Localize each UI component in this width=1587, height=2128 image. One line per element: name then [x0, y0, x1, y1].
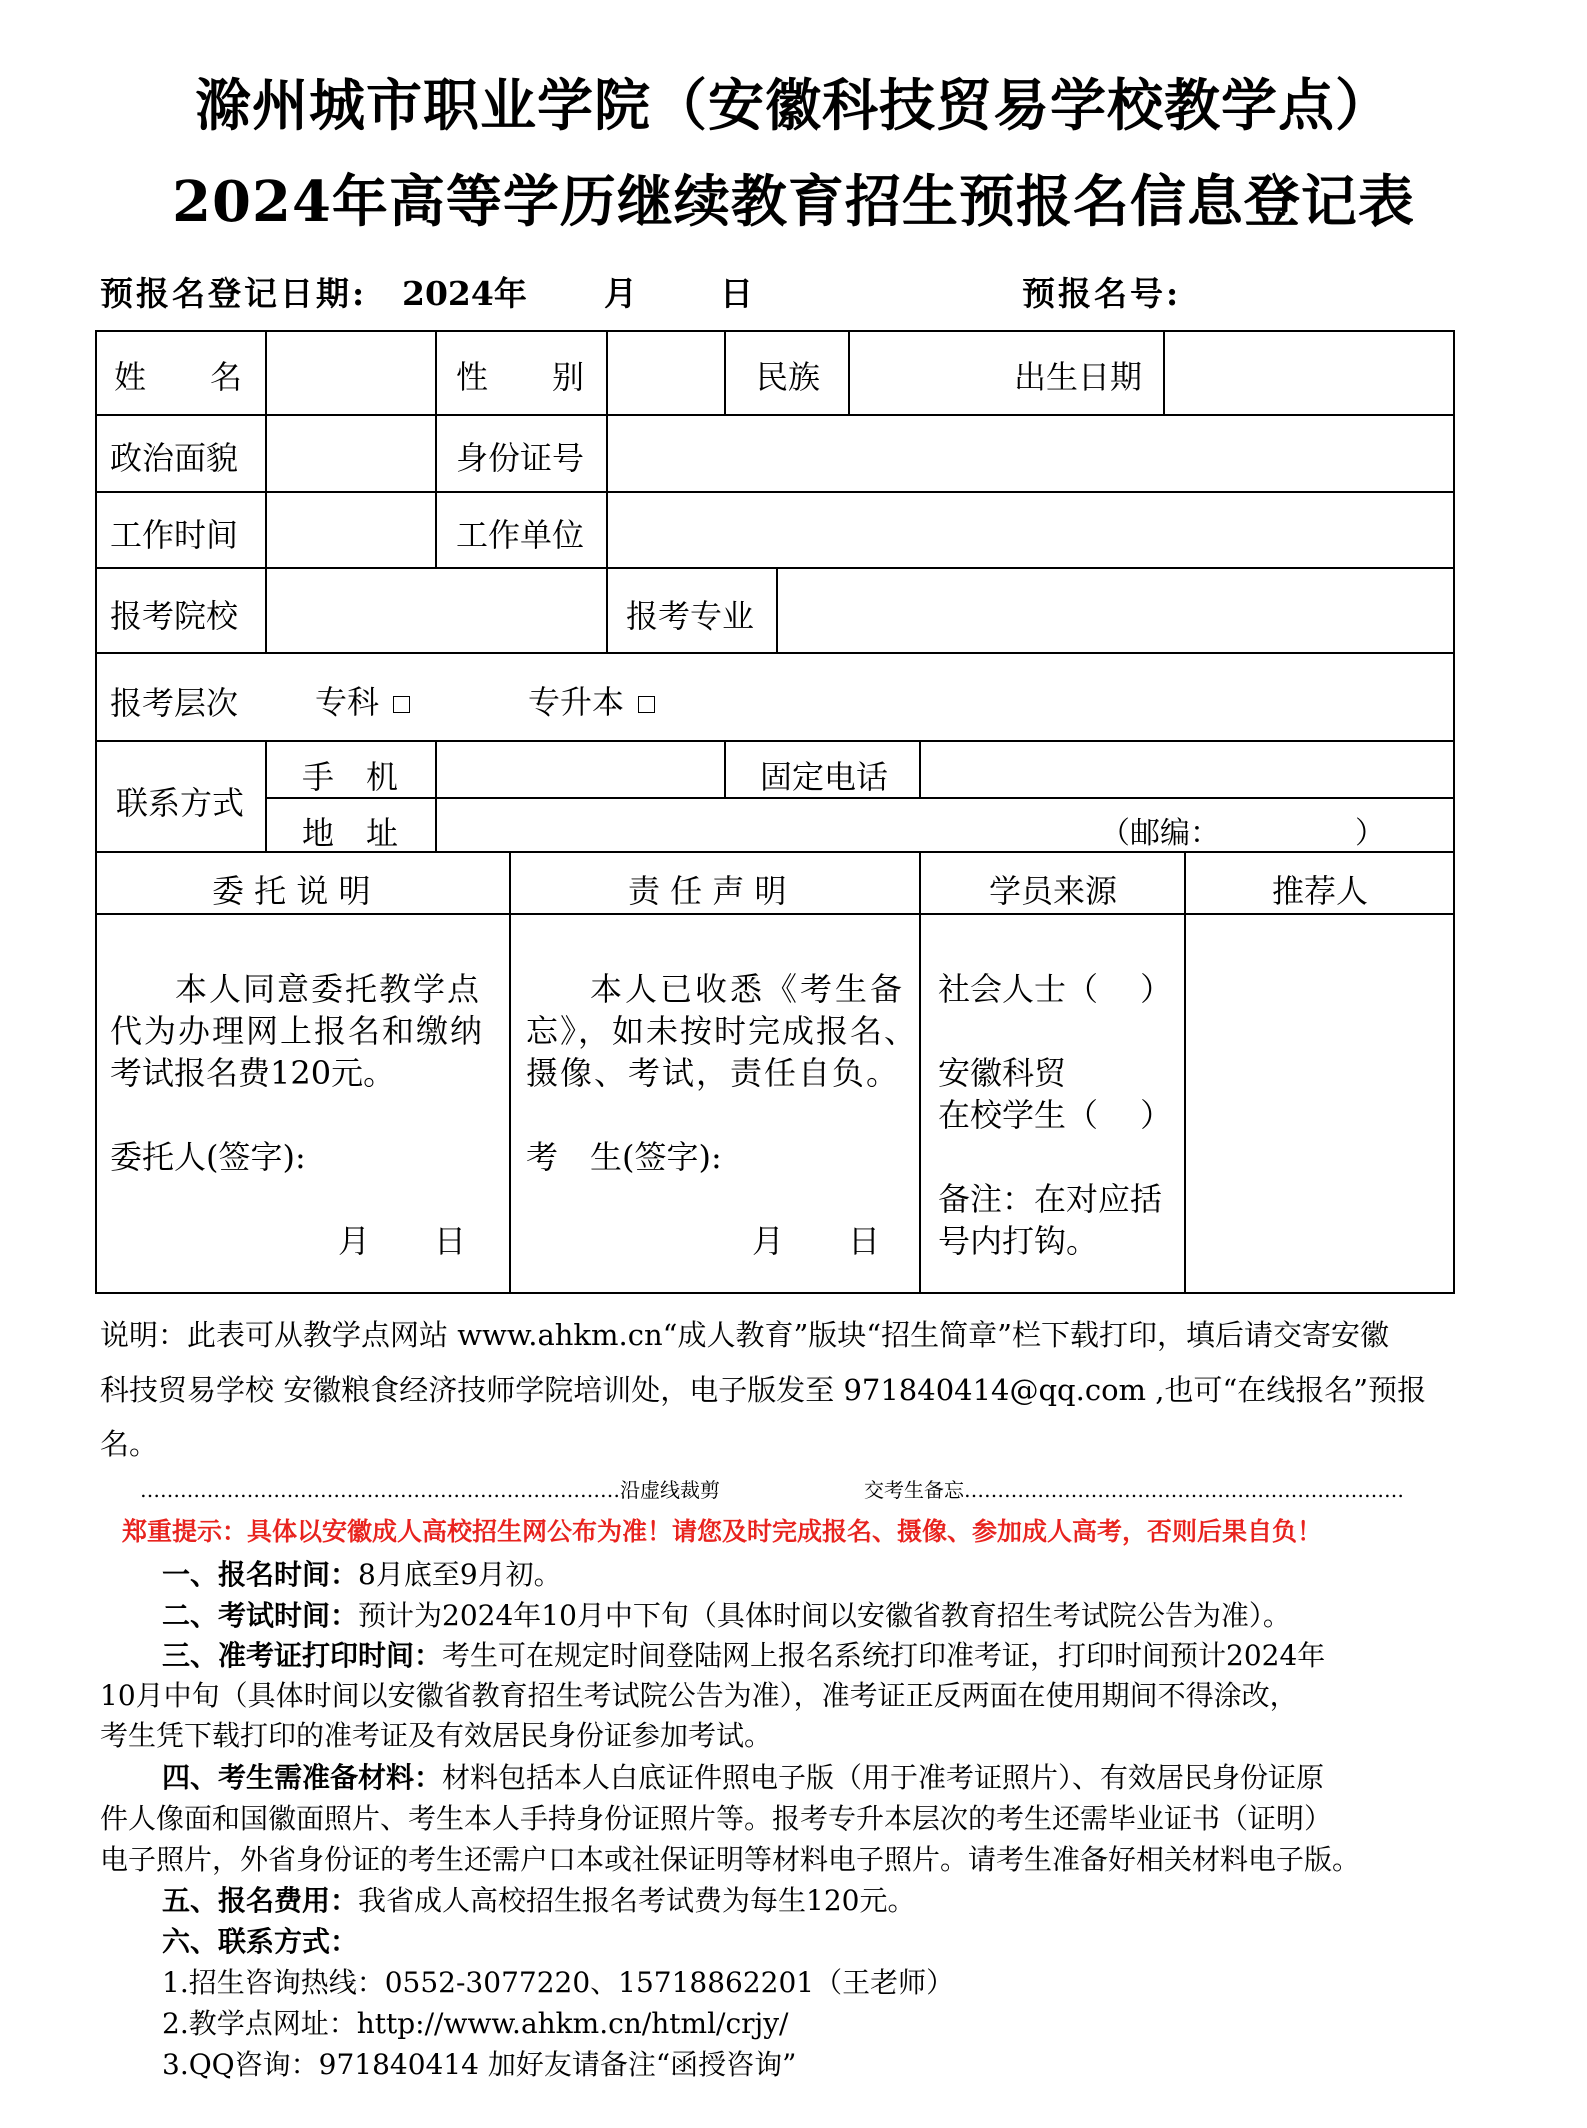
- cut-line-left: ………………………………………………………………沿虚线裁剪: [140, 1478, 720, 1502]
- source-social[interactable]: 社会人士（ ）: [938, 970, 1173, 1008]
- memo-item-3-text-2: 10月中旬（具体时间以安徽省教育招生考试院公告为准），准考证正反两面在使用期间不得涂改，: [100, 1679, 1298, 1712]
- responsibility-text-line-2: 忘》，如未按时完成报名、: [526, 1012, 919, 1050]
- birth-date-label: 出生日期: [1014, 358, 1143, 396]
- reg-day: 日: [720, 274, 753, 313]
- work-time-label: 工作时间: [110, 516, 239, 554]
- work-unit-field[interactable]: [609, 494, 1452, 566]
- gender-field[interactable]: [609, 333, 723, 413]
- title-line-1: 滁州城市职业学院（安徽科技贸易学校教学点）: [195, 73, 1392, 139]
- checkbox-zhuanke[interactable]: [393, 696, 410, 713]
- work-unit-label: 工作单位: [456, 516, 585, 554]
- level-label: 报考层次: [110, 684, 239, 722]
- reg-month: 月: [604, 274, 637, 313]
- mobile-field[interactable]: [438, 743, 723, 796]
- source-ahkm-student[interactable]: 在校学生（ ）: [938, 1096, 1173, 1134]
- memo-item-2-text: 预计为2024年10月中下旬（具体时间以安徽省教育招生考试院公告为准）。: [358, 1599, 1291, 1632]
- level-option-zhuanke[interactable]: [315, 677, 410, 723]
- address-label: 地 址: [302, 814, 399, 852]
- contact-website[interactable]: 2.教学点网址：http://www.ahkm.cn/html/crjy/: [162, 2007, 789, 2040]
- memo-item-2: [162, 1594, 1291, 1634]
- entrust-date: 月 日: [338, 1222, 467, 1260]
- cut-line-right: 交考生备忘…………………………………………………………: [864, 1478, 1404, 1502]
- checkbox-zhuanshengben[interactable]: [638, 696, 655, 713]
- entrust-header: 委 托 说 明: [212, 872, 371, 910]
- responsibility-text-line-3: 摄像、考试，责任自负。: [526, 1054, 901, 1092]
- mobile-label: 手 机: [302, 758, 399, 796]
- referrer-header: 推荐人: [1272, 872, 1369, 910]
- contact-hotline: 1.招生咨询热线：0552-3077220、15718862201（王老师）: [162, 1966, 955, 1999]
- name-field[interactable]: [268, 333, 434, 413]
- birth-date-field[interactable]: [1166, 333, 1452, 413]
- political-status-field[interactable]: [268, 417, 434, 490]
- id-number-label: 身份证号: [456, 439, 585, 477]
- level-option-zhuanke-label: 专科: [315, 683, 380, 721]
- memo-item-5: [162, 1879, 915, 1919]
- entrust-signature-label: 委托人(签字):: [110, 1138, 306, 1176]
- memo-item-3: [162, 1634, 1325, 1674]
- note-line-1: 说明：此表可从教学点网站 www.ahkm.cn“成人教育”版块“招生简章”栏下载打印，填后请交寄安徽: [100, 1318, 1389, 1352]
- reg-number-label: 预报名号:: [1022, 274, 1182, 313]
- postcode-text: （邮编： ）: [1100, 816, 1385, 851]
- landline-field[interactable]: [922, 743, 1452, 796]
- reg-date-label: 预报名登记日期:: [100, 274, 368, 313]
- memo-item-1: [162, 1553, 562, 1593]
- memo-item-6-head: 六、联系方式：: [162, 1925, 359, 1958]
- political-status-label: 政治面貌: [110, 439, 239, 477]
- source-header: 学员来源: [989, 872, 1118, 910]
- ethnicity-label: 民族: [756, 358, 821, 396]
- name-label: 姓 名: [114, 358, 243, 396]
- school-field[interactable]: [268, 570, 605, 651]
- address-field[interactable]: [438, 800, 1098, 850]
- memo-item-4-head: 四、考生需准备材料：: [162, 1761, 443, 1794]
- entrust-text-line-1: 本人同意委托教学点: [175, 970, 482, 1008]
- major-label: 报考专业: [626, 597, 755, 635]
- ethnicity-field[interactable]: [851, 333, 961, 413]
- memo-item-1-text: 8月底至9月初。: [358, 1558, 562, 1591]
- entrust-text-line-2: 代为办理网上报名和缴纳: [110, 1012, 485, 1050]
- note-line-3: 名。: [100, 1427, 159, 1461]
- work-time-field[interactable]: [268, 494, 434, 566]
- school-label: 报考院校: [110, 597, 239, 635]
- major-field[interactable]: [779, 570, 1452, 651]
- memo-item-4-text-3: 电子照片，外省身份证的考生还需户口本或社保证明等材料电子照片。请考生准备好相关材料电子版。: [100, 1843, 1361, 1876]
- note-line-2: 科技贸易学校 安徽粮食经济技师学院培训处，电子版发至 971840414@qq.com ,也可“在线报名”预报: [100, 1373, 1427, 1407]
- memo-item-1-head: 一、报名时间：: [162, 1558, 359, 1591]
- gender-label: 性 别: [456, 358, 585, 396]
- responsibility-date: 月 日: [752, 1222, 881, 1260]
- memo-item-5-text: 我省成人高校招生报名考试费为每生120元。: [358, 1884, 916, 1917]
- memo-item-3-text-1: 考生可在规定时间登陆网上报名系统打印准考证，打印时间预计2024年: [442, 1639, 1326, 1672]
- referrer-field[interactable]: [1187, 916, 1452, 1291]
- responsibility-text-line-1: 本人已收悉《考生备: [590, 970, 906, 1008]
- reg-year: 2024年: [402, 274, 527, 313]
- id-number-field[interactable]: [609, 417, 1452, 490]
- entrust-text-line-3: 考试报名费120元。: [110, 1054, 396, 1092]
- level-option-zhuanshengben-label: 专升本: [528, 683, 625, 721]
- title-line-2: 2024年高等学历继续教育招生预报名信息登记表: [172, 169, 1415, 235]
- level-option-zhuanshengben[interactable]: [528, 677, 655, 723]
- memo-item-4-text-1: 材料包括本人白底证件照电子版（用于准考证照片）、有效居民身份证原: [442, 1761, 1325, 1794]
- source-note-line-2: 号内打钩。: [938, 1222, 1099, 1260]
- memo-item-4: [162, 1756, 1324, 1796]
- memo-item-4-text-2: 件人像面和国徽面照片、考生本人手持身份证照片等。报考专升本层次的考生还需毕业证书（证明）: [100, 1802, 1333, 1835]
- memo-item-3-text-3: 考生凭下载打印的准考证及有效居民身份证参加考试。: [100, 1719, 773, 1752]
- source-note-line-1: 备注：在对应括: [938, 1180, 1163, 1218]
- contact-qq: 3.QQ咨询：971840414 加好友请备注“函授咨询”: [162, 2048, 797, 2081]
- warning-text: 郑重提示：具体以安徽成人高校招生网公布为准！请您及时完成报名、摄像、参加成人高考，否则后果自负！: [122, 1517, 1323, 1546]
- responsibility-header: 责 任 声 明: [628, 872, 787, 910]
- memo-item-5-head: 五、报名费用：: [162, 1884, 359, 1917]
- source-ahkm-line-1: 安徽科贸: [938, 1054, 1067, 1092]
- contact-label: 联系方式: [116, 784, 245, 822]
- memo-item-2-head: 二、考试时间：: [162, 1599, 359, 1632]
- memo-item-3-head: 三、准考证打印时间：: [162, 1639, 443, 1672]
- landline-label: 固定电话: [760, 758, 889, 796]
- candidate-signature-label: 考 生(签字):: [526, 1138, 722, 1176]
